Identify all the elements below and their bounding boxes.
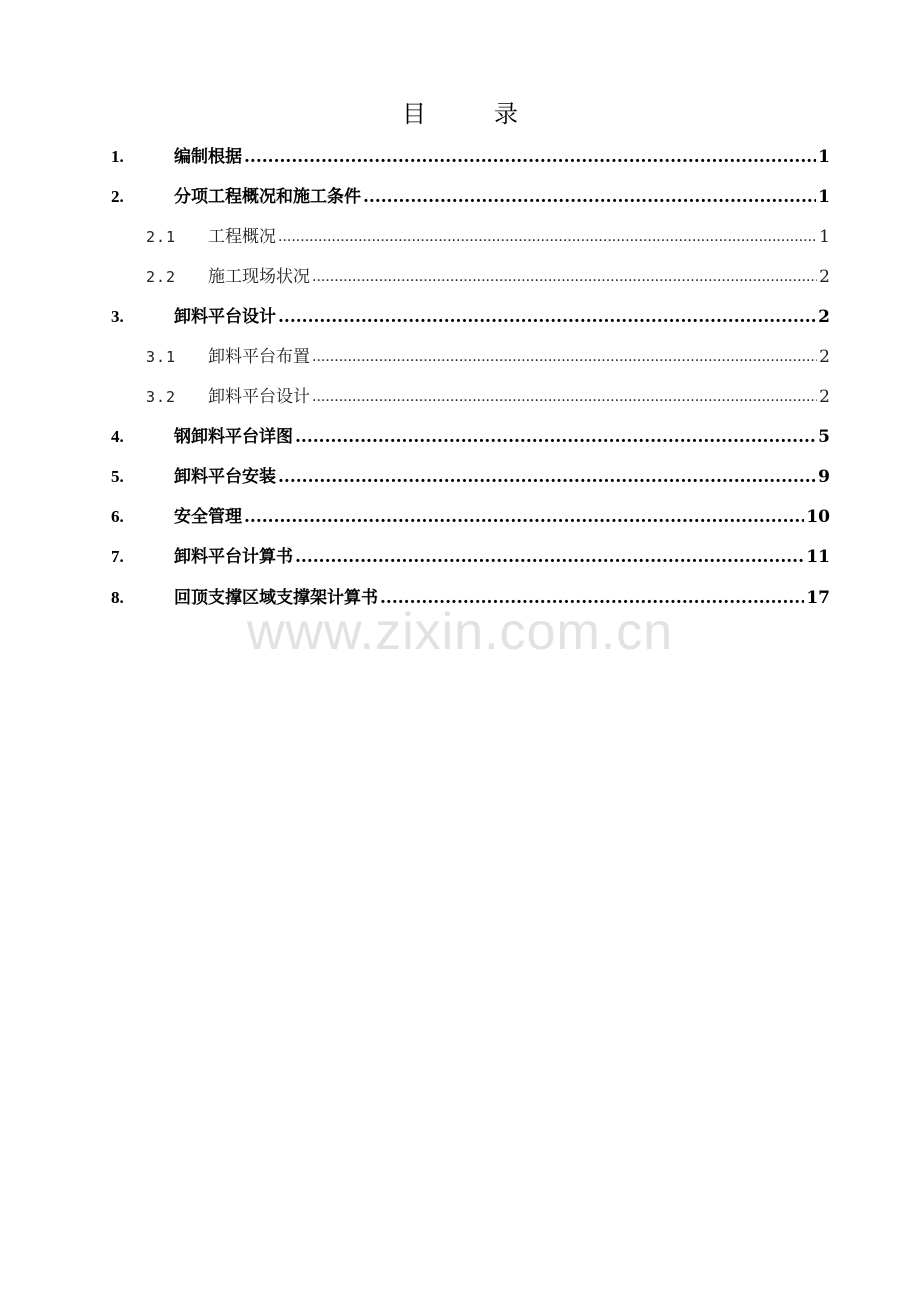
toc-entry-page: 1 xyxy=(819,227,830,247)
toc-entry-label: 钢卸料平台详图 xyxy=(174,427,293,447)
toc-subentry[interactable] xyxy=(0,265,920,289)
toc-leader-dots xyxy=(278,465,816,489)
toc-subentry[interactable] xyxy=(0,225,920,249)
toc-entry[interactable] xyxy=(0,305,920,329)
toc-entry-number: 2.1 xyxy=(146,228,177,246)
toc-entry-page: 2 xyxy=(818,307,830,327)
toc-entry-number: 5. xyxy=(111,467,124,486)
toc-entry-label: 安全管理 xyxy=(174,507,242,527)
toc-entry-label: 卸料平台设计 xyxy=(208,387,310,407)
toc-entry-page: 2 xyxy=(819,387,830,407)
toc-entry-label: 卸料平台计算书 xyxy=(174,547,293,567)
toc-entry-label: 工程概况 xyxy=(208,227,276,247)
toc-entry[interactable] xyxy=(0,145,920,169)
watermark: www.zixin.com.cn xyxy=(246,603,674,661)
toc-entry-number: 8. xyxy=(111,588,124,607)
toc-entry-label: 编制根据 xyxy=(174,147,242,167)
toc-entry-number: 4. xyxy=(111,427,124,446)
toc-entry[interactable] xyxy=(0,505,920,529)
toc-entry-page: 11 xyxy=(806,547,830,567)
toc-entry-label: 分项工程概况和施工条件 xyxy=(174,187,361,207)
toc-leader-dots xyxy=(295,545,804,569)
toc-entry-number: 2. xyxy=(111,187,124,206)
toc-entry-page: 1 xyxy=(818,147,830,167)
toc-entry-number: 2.2 xyxy=(146,268,177,286)
toc-entry-number: 1. xyxy=(111,147,124,166)
toc-leader-dots xyxy=(312,265,817,289)
toc-entry-number: 7. xyxy=(111,547,124,566)
toc-entry-number: 3.1 xyxy=(146,348,177,366)
toc-title: 目 录 xyxy=(402,100,540,128)
toc-subentry[interactable] xyxy=(0,345,920,369)
toc-entry[interactable] xyxy=(0,425,920,449)
toc-entry-label: 卸料平台布置 xyxy=(208,347,310,367)
toc-leader-dots xyxy=(244,505,804,529)
toc-leader-dots xyxy=(312,385,817,409)
toc-entry[interactable] xyxy=(0,545,920,569)
toc-entry-page: 2 xyxy=(819,347,830,367)
toc-entry-page: 1 xyxy=(818,187,830,207)
toc-leader-dots xyxy=(244,145,816,169)
toc-subentry[interactable] xyxy=(0,385,920,409)
toc-entry-label: 施工现场状况 xyxy=(208,267,310,287)
toc-entry-number: 6. xyxy=(111,507,124,526)
toc-entry-page: 5 xyxy=(818,427,830,447)
toc-entry-page: 2 xyxy=(819,267,830,287)
toc-leader-dots xyxy=(312,345,817,369)
toc-entry[interactable] xyxy=(0,185,920,209)
toc-entry-label: 卸料平台安装 xyxy=(174,467,276,487)
toc-entry-page: 17 xyxy=(806,588,830,608)
toc-entry-label: 卸料平台设计 xyxy=(174,307,276,327)
toc-entry-page: 9 xyxy=(818,467,830,487)
toc-leader-dots xyxy=(278,305,816,329)
toc-entry-label: 回顶支撑区域支撑架计算书 xyxy=(174,588,378,608)
toc-leader-dots xyxy=(363,185,816,209)
toc-entry-page: 10 xyxy=(806,507,830,527)
toc-entry-number: 3. xyxy=(111,307,124,326)
toc-leader-dots xyxy=(278,225,817,249)
toc-entry-number: 3.2 xyxy=(146,388,177,406)
toc-entry[interactable] xyxy=(0,465,920,489)
toc-leader-dots xyxy=(295,425,816,449)
